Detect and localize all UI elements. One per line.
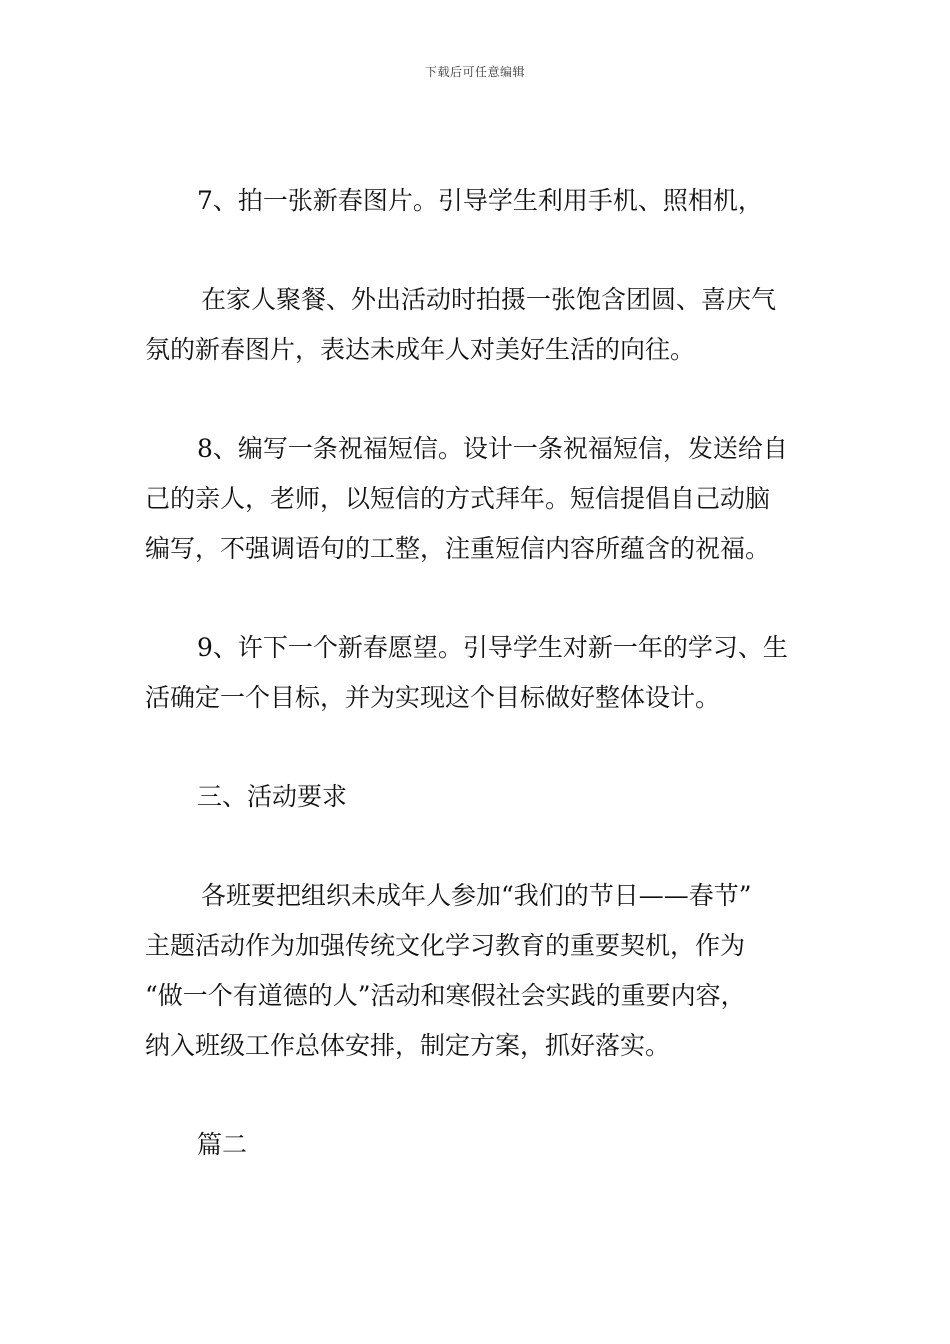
text-line: 篇二: [197, 1130, 248, 1159]
text-line: 主题活动作为加强传统文化学习教育的重要契机，作为: [145, 931, 746, 960]
text-line: 纳入班级工作总体安排，制定方案，抓好落实。: [145, 1031, 671, 1060]
text-line: 氛的新春图片，表达未成年人对美好生活的向往。: [145, 335, 696, 364]
text-line: 在家人聚餐、外出活动时拍摄一张饱含团圆、喜庆气: [201, 285, 777, 314]
page-header: 下载后可任意编辑: [424, 65, 525, 79]
text-line: 各班要把组织未成年人参加“我们的节日——春节”: [201, 881, 752, 910]
paragraph-requirements: [145, 871, 810, 1071]
section-heading-activity-requirements: [145, 772, 810, 822]
paragraph-item-9: [145, 623, 810, 723]
paragraph-item-8: [145, 424, 810, 574]
text-line: “做一个有道德的人”活动和寒假社会实践的重要内容，: [145, 981, 746, 1010]
text-line: 活确定一个目标，并为实现这个目标做好整体设计。: [145, 683, 721, 712]
text-line: 三、活动要求: [197, 782, 348, 811]
paragraph-item-7-detail: [145, 275, 810, 375]
text-line: 己的亲人，老师，以短信的方式拜年。短信提倡自己动脑: [145, 484, 771, 513]
text-line: 7、拍一张新春图片。引导学生利用手机、照相机，: [197, 186, 763, 215]
text-line: 8、编写一条祝福短信。设计一条祝福短信，发送给自: [197, 434, 788, 463]
text-line: 9、许下一个新春愿望。引导学生对新一年的学习、生: [197, 633, 788, 662]
paragraph-item-7: [145, 176, 810, 226]
section-heading-part-two: [145, 1120, 810, 1170]
text-line: 编写，不强调语句的工整，注重短信内容所蕴含的祝福。: [145, 534, 771, 563]
